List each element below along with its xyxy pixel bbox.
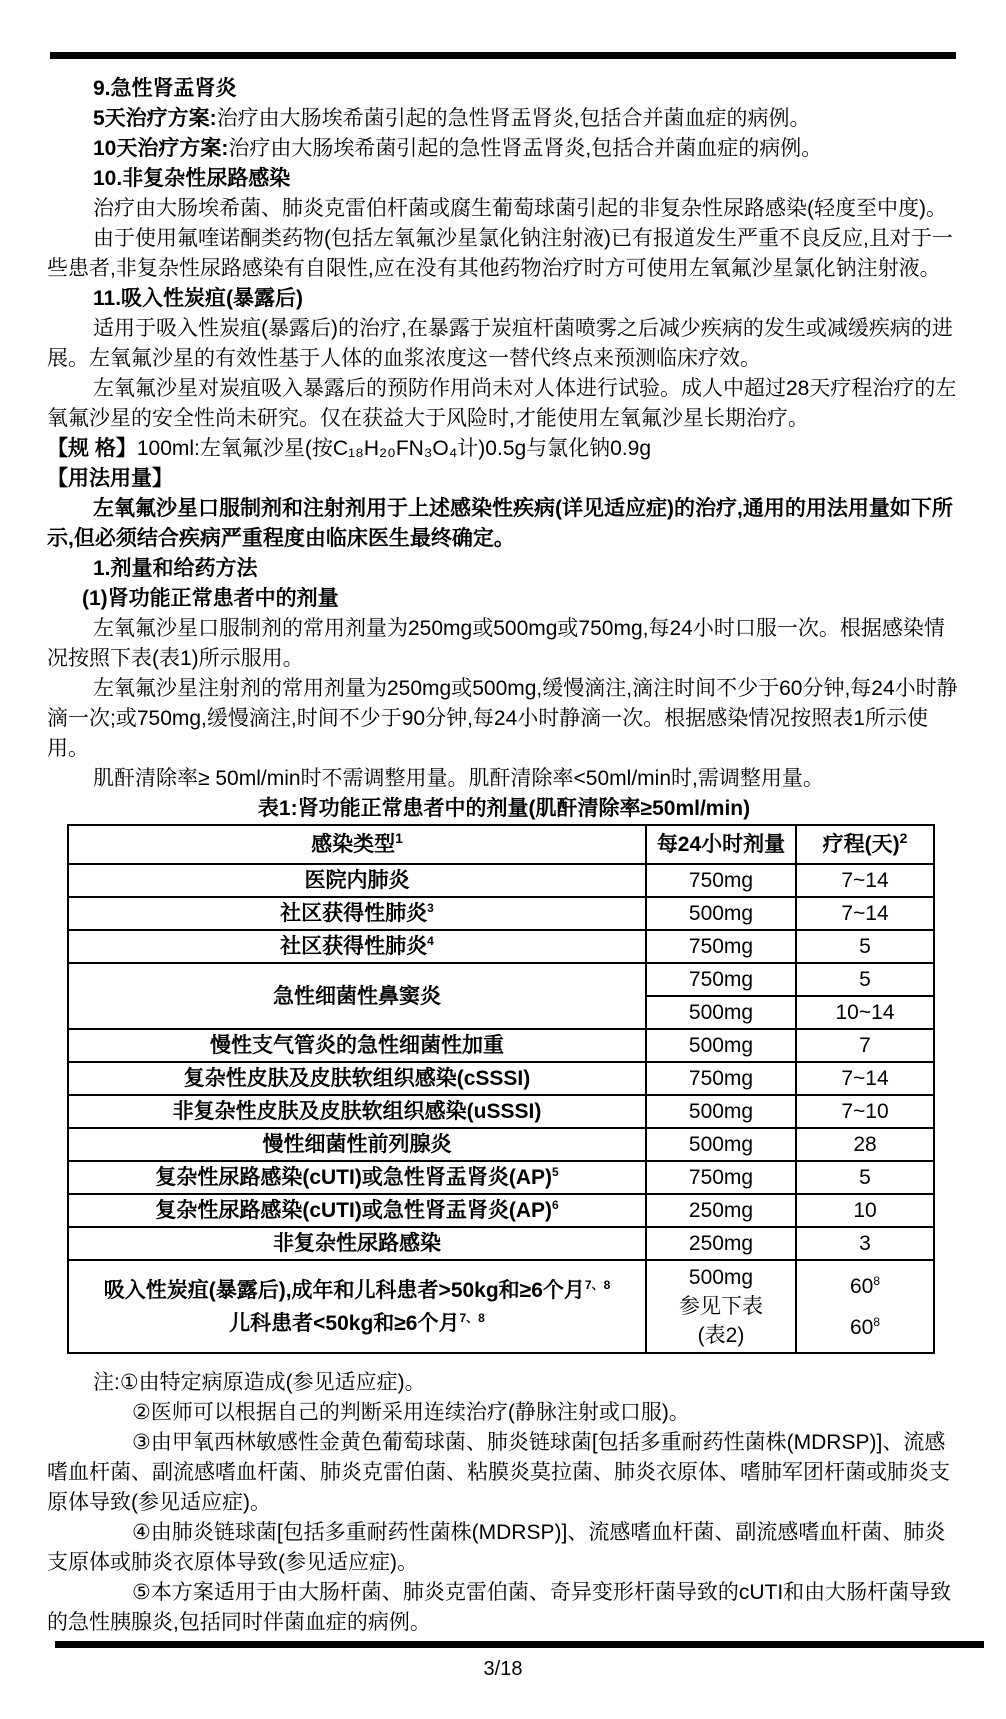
oral-dose-paragraph: 左氧氟沙星口服制剂的常用剂量为250mg或500mg或750mg,每24小时口服一次。根据感染情况按照下表(表1)所示服用。 bbox=[47, 617, 945, 670]
spec-text: 100ml:左氧氟沙星(按C₁₈H₂₀FN₃O₄计)0.5g与氯化钠0.9g bbox=[136, 437, 652, 460]
table-row bbox=[68, 1161, 934, 1194]
dose-cell: 500mg bbox=[646, 1029, 796, 1062]
duration-cell: 7~14 bbox=[796, 897, 934, 930]
note-item: ④由肺炎链球菌[包括多重耐药性菌株(MDRSP)]、流感嗜血杆菌、副流感嗜血杆菌、肺炎支原体或肺炎衣原体导致(参见适应症)。 bbox=[47, 1521, 946, 1574]
duration-cell: 10 bbox=[796, 1194, 934, 1227]
infection-type-cell: 复杂性尿路感染(cUTI)或急性肾盂肾炎(AP)$^5$ bbox=[68, 1161, 646, 1194]
duration-cell: 7~14 bbox=[796, 1062, 934, 1095]
five-day-plan-text: 治疗由大肠埃希菌引起的急性肾盂肾炎,包括合并菌血症的病例。 bbox=[216, 107, 811, 130]
table-row bbox=[68, 1227, 934, 1260]
dose-header-text: 每24小时剂量 bbox=[656, 833, 786, 856]
infection-type-cell: 慢性支气管炎的急性细菌性加重 bbox=[68, 1029, 646, 1062]
infection-type-cell: 复杂性皮肤及皮肤软组织感染(cSSSI) bbox=[68, 1062, 646, 1095]
duration-cell: 7~14 bbox=[796, 864, 934, 897]
duration-cell: 3 bbox=[796, 1227, 934, 1260]
duration-cell: 10~14 bbox=[796, 996, 934, 1029]
dose-cell: 750mg bbox=[646, 864, 796, 897]
uncomplicated-uti-paragraph: 治疗由大肠埃希菌、肺炎克雷伯杆菌或腐生葡萄球菌引起的非复杂性尿路感染(轻度至中度)。 bbox=[93, 197, 947, 220]
dosage-table bbox=[67, 824, 935, 1354]
infection-type-cell: 急性细菌性鼻窦炎 bbox=[68, 963, 646, 1029]
section-10-heading: 10.非复杂性尿路感染 bbox=[93, 167, 291, 190]
five-day-plan-label: 5天治疗方案: bbox=[93, 107, 217, 130]
page-number: 3/18 bbox=[483, 1658, 523, 1680]
section-11-heading: 11.吸入性炭疽(暴露后) bbox=[93, 287, 304, 310]
ten-day-plan-text: 治疗由大肠埃希菌引起的急性肾盂肾炎,包括合并菌血症的病例。 bbox=[228, 137, 823, 160]
creatinine-paragraph: 肌酐清除率≥ 50ml/min时不需调整用量。肌酐清除率<50ml/min时,需调整用量。 bbox=[93, 767, 824, 790]
table-row bbox=[68, 1095, 934, 1128]
dose-header bbox=[646, 825, 796, 864]
table-row bbox=[68, 897, 934, 930]
iv-dose-paragraph: 左氧氟沙星注射剂的常用剂量为250mg或500mg,缓慢滴注,滴注时间不少于60分钟,每24小时静滴一次;或750mg,缓慢滴注,时间不少于90分钟,每24小时静滴一次。根据感染情况按照表1所示使用。 bbox=[47, 677, 958, 760]
infection-type-cell: 非复杂性皮肤及皮肤软组织感染(uSSSI) bbox=[68, 1095, 646, 1128]
dose-cell: 500mg bbox=[646, 1095, 796, 1128]
infection-type-cell: 非复杂性尿路感染 bbox=[68, 1227, 646, 1260]
five-day-plan bbox=[47, 104, 961, 134]
anthrax-prophylaxis-paragraph: 左氧氟沙星对炭疽吸入暴露后的预防作用尚未对人体进行试验。成人中超过28天疗程治疗的左氧氟沙星的安全性尚未研究。仅在获益大于风险时,才能使用左氧氟沙星长期治疗。 bbox=[47, 377, 957, 430]
usage-heading: 【用法用量】 bbox=[47, 467, 173, 490]
usage-intro: 左氧氟沙星口服制剂和注射剂用于上述感染性疾病(详见适应症)的治疗,通用的用法用量如下所示,但必须结合疾病严重程度由临床医生最终确定。 bbox=[47, 497, 953, 550]
dose-cell: 500mg bbox=[646, 1128, 796, 1161]
ten-day-plan-label: 10天治疗方案: bbox=[93, 137, 229, 160]
table-notes bbox=[47, 1368, 961, 1638]
duration-cell: 5 bbox=[796, 963, 934, 996]
table-row bbox=[68, 1128, 934, 1161]
table1-title: 表1:肾功能正常患者中的剂量(肌酐清除率≥50ml/min) bbox=[257, 797, 751, 820]
table-row bbox=[68, 1029, 934, 1062]
dose-cell: 500mg 参见下表 (表2) bbox=[646, 1260, 796, 1353]
dosage-method-heading: 1.剂量和给药方法 bbox=[93, 557, 258, 580]
normal-renal-heading: (1)肾功能正常患者中的剂量 bbox=[82, 587, 339, 610]
infection-type-cell: 复杂性尿路感染(cUTI)或急性肾盂肾炎(AP)$^6$ bbox=[68, 1194, 646, 1227]
dose-cell: 500mg bbox=[646, 897, 796, 930]
infection-type-header bbox=[68, 825, 646, 864]
duration-cell: $60^8$ $60^8$ bbox=[796, 1260, 934, 1353]
duration-cell: 5 bbox=[796, 930, 934, 963]
note-item: ③由甲氧西林敏感性金黄色葡萄球菌、肺炎链球菌[包括多重耐药性菌株(MDRSP)]、流感嗜血杆菌、副流感嗜血杆菌、肺炎克雷伯菌、粘膜炎莫拉菌、肺炎衣原体、嗜肺军团杆菌或肺炎支原体导致(参见适应症)。 bbox=[47, 1431, 950, 1514]
bottom-rule bbox=[55, 1641, 984, 1648]
dose-cell: 250mg bbox=[646, 1194, 796, 1227]
duration-cell: 7 bbox=[796, 1029, 934, 1062]
section-9-heading: 9.急性肾盂肾炎 bbox=[93, 77, 237, 100]
infection-type-cell: 吸入性炭疽(暴露后),成年和儿科患者>50kg和≥6个月$^{7、8}$ 儿科患者<50kg和≥6个月$^{7、8}$ bbox=[68, 1260, 646, 1353]
dose-cell: 750mg bbox=[646, 930, 796, 963]
table-row bbox=[68, 930, 934, 963]
dose-cell: 750mg bbox=[646, 963, 796, 996]
dose-cell: 500mg bbox=[646, 996, 796, 1029]
fluoroquinolone-warning-paragraph: 由于使用氟喹诺酮类药物(包括左氧氟沙星氯化钠注射液)已有报道发生严重不良反应,且对于一些患者,非复杂性尿路感染有自限性,应在没有其他药物治疗时方可使用左氧氟沙星氯化钠注射液。 bbox=[47, 227, 953, 280]
duration-header-text: 疗程(天) bbox=[822, 833, 900, 856]
table-row bbox=[68, 1194, 934, 1227]
anthrax-indication-paragraph: 适用于吸入性炭疽(暴露后)的治疗,在暴露于炭疽杆菌喷雾之后减少疾病的发生或减缓疾病的进展。左氧氟沙星的有效性基于人体的血浆浓度这一替代终点来预测临床疗效。 bbox=[47, 317, 953, 370]
table-row bbox=[68, 963, 934, 996]
table-header-row bbox=[68, 825, 934, 864]
duration-header-sup: 2 bbox=[899, 830, 908, 846]
dose-cell: 750mg bbox=[646, 1161, 796, 1194]
spec-line bbox=[47, 434, 961, 464]
ten-day-plan bbox=[47, 134, 961, 164]
infection-type-header-text: 感染类型 bbox=[311, 833, 396, 856]
dose-cell: 250mg bbox=[646, 1227, 796, 1260]
spec-label: 【规 格】 bbox=[47, 437, 137, 460]
infection-type-cell: 医院内肺炎 bbox=[68, 864, 646, 897]
duration-cell: 7~10 bbox=[796, 1095, 934, 1128]
note-item: ⑤本方案适用于由大肠杆菌、肺炎克雷伯菌、奇异变形杆菌导致的cUTI和由大肠杆菌导致的急性胰腺炎,包括同时伴菌血症的病例。 bbox=[47, 1581, 952, 1634]
top-rule bbox=[50, 52, 956, 59]
infection-type-cell: 慢性细菌性前列腺炎 bbox=[68, 1128, 646, 1161]
duration-header bbox=[796, 825, 934, 864]
note-item: 注:①由特定病原造成(参见适应症)。 bbox=[93, 1371, 426, 1394]
dose-cell: 750mg bbox=[646, 1062, 796, 1095]
table-row bbox=[68, 1260, 934, 1353]
page-content bbox=[0, 59, 1006, 1638]
infection-type-cell: 社区获得性肺炎$^3$ bbox=[68, 897, 646, 930]
infection-type-cell: 社区获得性肺炎$^4$ bbox=[68, 930, 646, 963]
infection-type-header-sup: 1 bbox=[395, 830, 403, 846]
duration-cell: 28 bbox=[796, 1128, 934, 1161]
duration-cell: 5 bbox=[796, 1161, 934, 1194]
note-label: 注: bbox=[93, 1371, 120, 1394]
note-item: ②医师可以根据自己的判断采用连续治疗(静脉注射或口服)。 bbox=[132, 1401, 690, 1424]
table-row bbox=[68, 864, 934, 897]
table-row bbox=[68, 1062, 934, 1095]
